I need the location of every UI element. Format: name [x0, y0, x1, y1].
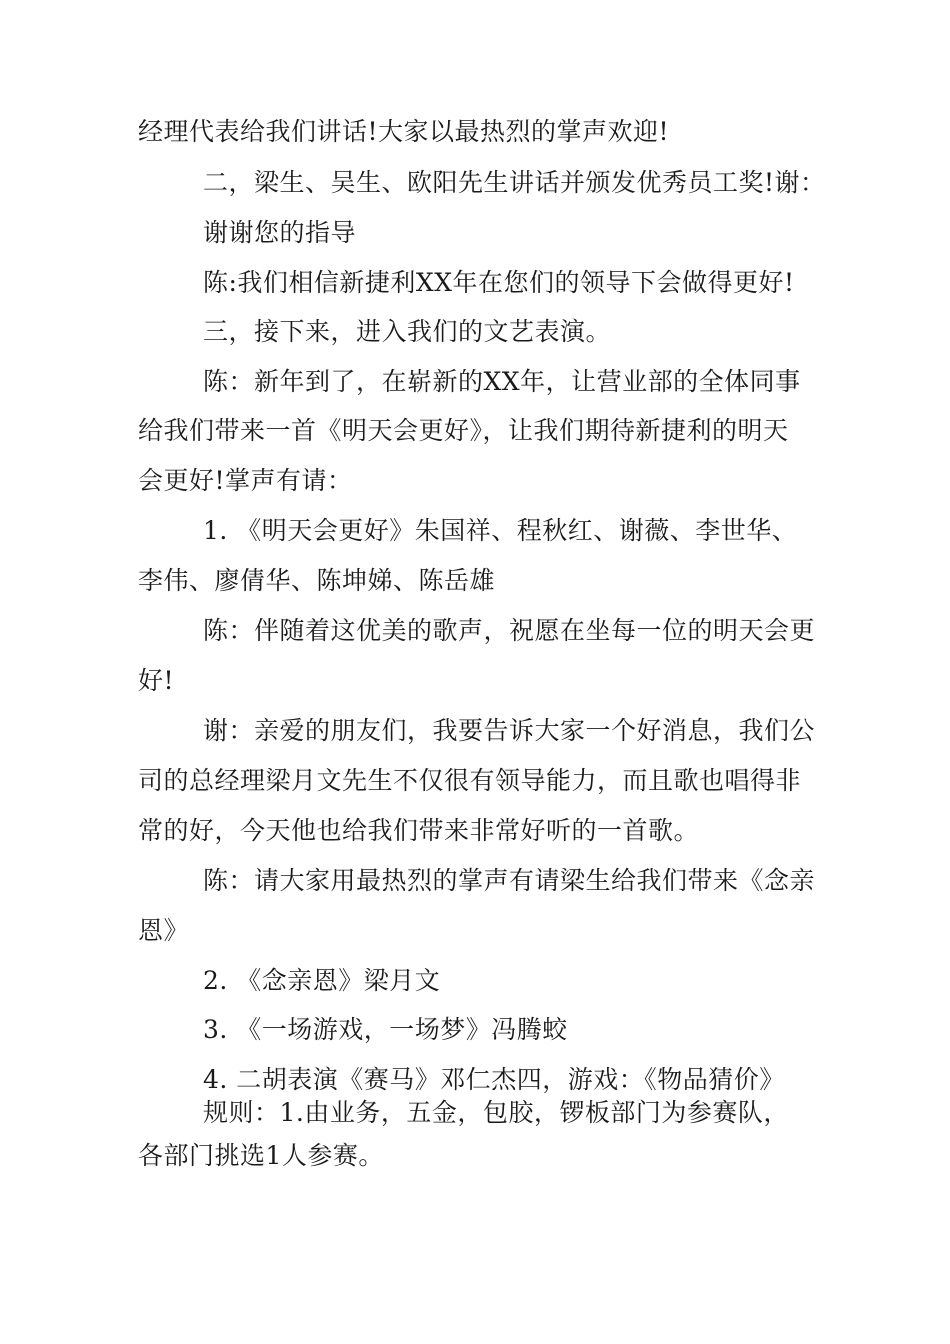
text-line: 李伟、廖倩华、陈坤娣、陈岳雄 — [138, 566, 496, 595]
text-line: 好! — [138, 666, 175, 695]
text-line: 谢谢您的指导 — [203, 218, 357, 247]
text-line: 经理代表给我们讲话!大家以最热烈的掌声欢迎! — [138, 117, 670, 146]
text-line: 陈：新年到了，在崭新的XX年，让营业部的全体同事 — [203, 367, 801, 396]
text-line: 陈:我们相信新捷利XX年在您们的领导下会做得更好! — [203, 268, 795, 297]
text-line: 给我们带来一首《明天会更好》，让我们期待新捷利的明天 — [138, 416, 789, 445]
text-line: 二，梁生、吴生、欧阳先生讲话并颁发优秀员工奖!谢： — [203, 168, 826, 197]
list-item: 4. 二胡表演《赛马》邓仁杰四，游戏：《物品猜价》 — [203, 1065, 785, 1094]
list-item: 2. 《念亲恩》梁月文 — [203, 966, 441, 995]
list-item: 1. 《明天会更好》朱国祥、程秋红、谢薇、李世华、 — [203, 516, 798, 545]
text-line: 恩》 — [138, 916, 190, 945]
text-line: 司的总经理梁月文先生不仅很有领导能力，而且歌也唱得非 — [138, 766, 802, 795]
text-line: 三，接下来，进入我们的文艺表演。 — [203, 317, 612, 346]
list-item: 3. 《一场游戏，一场梦》冯腾蛟 — [203, 1015, 568, 1044]
text-line: 陈：请大家用最热烈的掌声有请梁生给我们带来《念亲 — [203, 866, 816, 895]
text-line: 会更好!掌声有请： — [138, 466, 353, 495]
text-line: 陈：伴随着这优美的歌声，祝愿在坐每一位的明天会更 — [203, 616, 816, 645]
text-line: 规则：1.由业务，五金，包胶，锣板部门为参赛队， — [203, 1098, 789, 1127]
text-line: 常的好，今天他也给我们带来非常好听的一首歌。 — [138, 816, 700, 845]
text-line: 各部门挑选1人参赛。 — [138, 1141, 384, 1170]
text-line: 谢：亲爱的朋友们，我要告诉大家一个好消息，我们公 — [203, 716, 816, 745]
